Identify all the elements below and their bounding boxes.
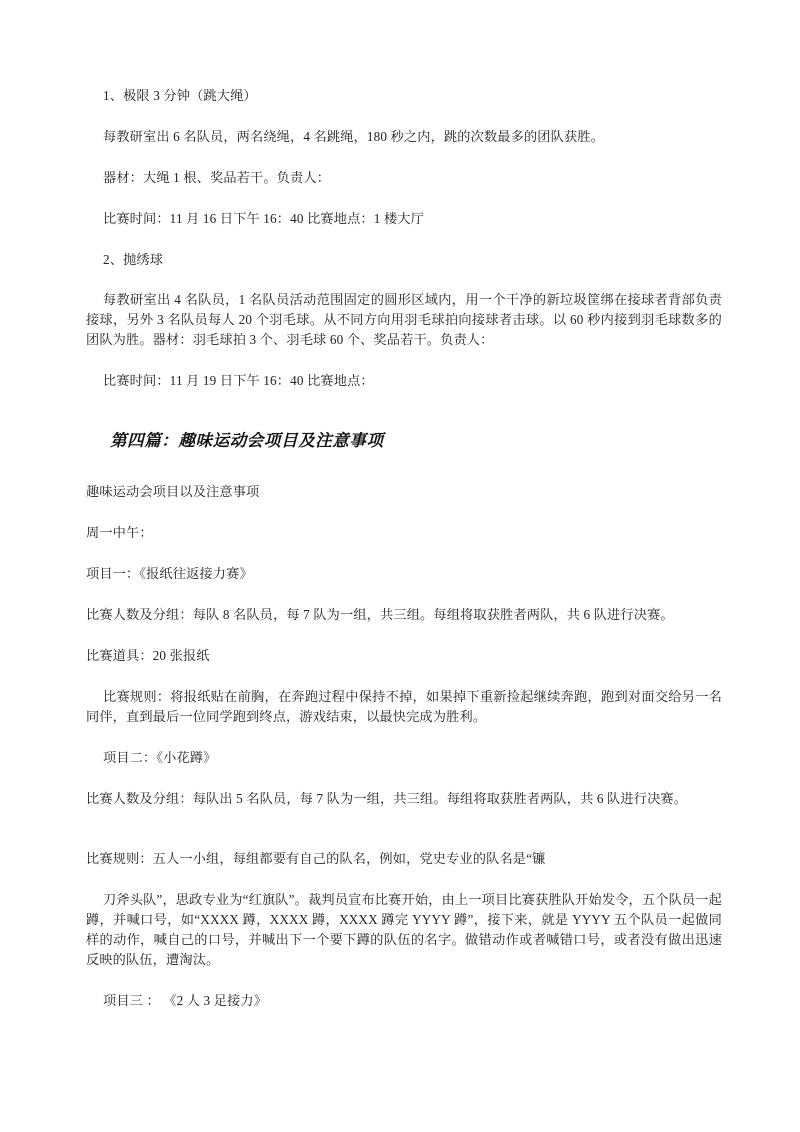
spacer — [86, 106, 722, 127]
spacer — [86, 768, 722, 789]
spacer — [86, 666, 722, 687]
paragraph-project2-rules-part1: 比赛规则：五人一小组，每组都要有自己的队名，例如，党史专业的队名是“镰 — [86, 851, 546, 866]
spacer — [86, 188, 722, 209]
spacer — [86, 229, 722, 250]
spacer — [86, 457, 722, 482]
spacer — [86, 543, 722, 564]
spacer — [86, 625, 722, 646]
paragraph-project1-props: 比赛道具：20 张报纸 — [86, 648, 210, 663]
spacer — [86, 391, 722, 423]
paragraph-item1-equipment: 器材：大绳 1 根、奖品若干。负责人： — [103, 170, 331, 185]
paragraph-schedule-monday: 周一中午： — [86, 525, 153, 540]
spacer — [86, 147, 722, 168]
paragraph-item1-time-place: 比赛时间：11 月 16 日下午 16：40 比赛地点：1 楼大厅 — [103, 211, 424, 226]
section-heading-part-four: 第四篇：趣味运动会项目及注意事项 — [110, 431, 384, 450]
spacer-blank-line — [86, 809, 722, 849]
spacer — [86, 727, 722, 748]
spacer — [86, 869, 722, 890]
spacer — [86, 350, 722, 371]
paragraph-project2-grouping: 比赛人数及分组：每队出 5 名队员，每 7 队为一组，共三组。每组将取获胜者两队，共 6 队进行决赛。 — [86, 791, 688, 806]
heading-wrapper — [86, 423, 722, 457]
paragraph-item2-title: 2、抛绣球 — [103, 252, 164, 267]
paragraph-subtitle: 趣味运动会项目以及注意事项 — [86, 484, 260, 499]
paragraph-project2-rules-part2: 刀斧头队”，思政专业为“红旗队”。裁判员宣布比赛开始，由上一项目比赛获胜队开始发令，五个队员一起蹲，并喊口号，如“XXXX 蹲，XXXX 蹲，XXXX 蹲完 YYYY 蹲”，接下来，就是 YYYY 五个队员一起做同样的动作，喊自己的口号，并喊出下一个要下蹲的队伍的名字。做错动作或者喊错口号，或者没有做出迅速反映的队伍，遭淘汰。 — [86, 892, 722, 967]
paragraph-project1-rules: 比赛规则：将报纸贴在前胸，在奔跑过程中保持不掉，如果掉下重新捡起继续奔跑，跑到对面交给另一名同伴，直到最后一位同学跑到终点，游戏结束，以最快完成为胜利。 — [86, 689, 722, 724]
paragraph-item1-title: 1、极限 3 分钟（跳大绳） — [103, 88, 257, 103]
paragraph-project1-grouping: 比赛人数及分组：每队 8 名队员，每 7 队为一组，共三组。每组将取获胜者两队，共 6 队进行决赛。 — [86, 607, 674, 622]
paragraph-item2-time-place: 比赛时间：11 月 19 日下午 16：40 比赛地点： — [103, 373, 374, 388]
paragraph-project1-title: 项目一：《报纸往返接力赛》 — [86, 566, 253, 581]
spacer — [86, 270, 722, 290]
spacer — [86, 584, 722, 605]
paragraph-item2-description: 每教研室出 4 名队员，1 名队员活动范围固定的圆形区域内，用一个干净的新垃圾筐绑在接球者背部负责接球，另外 3 名队员每人 20 个羽毛球。从不同方向用羽毛球拍向接球者击球。以 60 秒内接到羽毛球数多的团队为胜。器材：羽毛球拍 3 个、羽毛球 60 个、奖品若干。负责人： — [86, 292, 722, 347]
spacer — [86, 502, 722, 523]
paragraph-project3-title: 项目三 ： 《2 人 3 足接力》 — [103, 993, 268, 1008]
spacer — [86, 970, 722, 991]
paragraph-project2-title: 项目二：《小花蹲》 — [103, 750, 217, 765]
document-content — [86, 86, 722, 1011]
paragraph-item1-description: 每教研室出 6 名队员，两名绕绳，4 名跳绳，180 秒之内，跳的次数最多的团队获胜。 — [103, 129, 604, 144]
